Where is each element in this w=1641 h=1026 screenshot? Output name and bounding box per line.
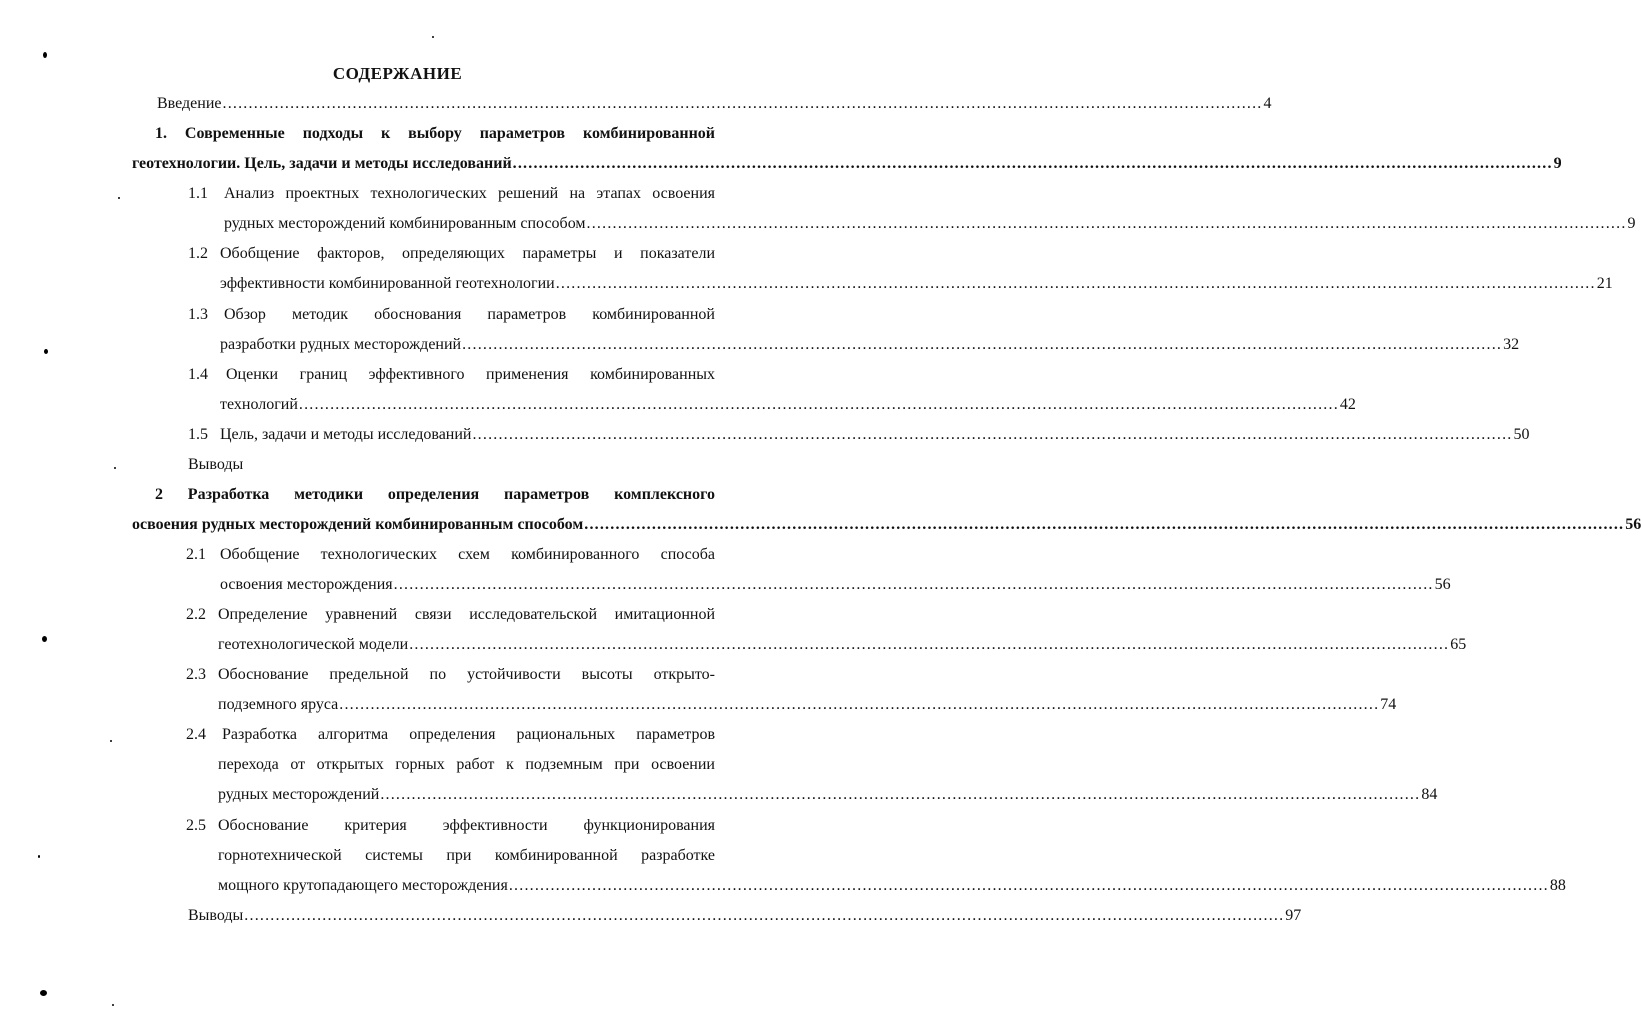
toc-section-1-4-line1: Оценки границ эффективного применения комбинированных [226,366,715,383]
toc-section-2-2-line2: геотехнологической модели ........................................................................................................................................................................................................ 65 [218,633,715,657]
scan-speck [42,636,47,642]
scan-speck [43,52,47,58]
toc-section-1-3-line1: Обзор методик обоснования параметров комбинированной [224,306,715,323]
toc-chapter-1-line2: геотехнологии. Цель, задачи и методы исследований ........................................................................................................................................................................................................ 9 [132,152,715,176]
scan-speck [112,1004,114,1006]
toc-section-2-5-line3: мощного крутопадающего месторождения ........................................................................................................................................................................................................ 88 [218,874,715,898]
toc-section-2-5-line1: Обоснование критерия эффективности функционирования [218,817,715,834]
toc-section-number: 1.2 [188,245,208,262]
leader-dots: ........................................................................................................................................................................................................ [222,95,1263,112]
toc-section-number: 1.3 [188,306,208,323]
scan-speck [38,855,40,858]
leader-dots: ........................................................................................................................................................................................................ [244,907,1285,924]
toc-section-number: 1.5 [188,426,208,443]
toc-page-number: 4 [1263,95,1272,112]
toc-section-2-4-line3: рудных месторождений ........................................................................................................................................................................................................ 84 [218,783,715,807]
toc-section-2-1-line2: освоения месторождения ........................................................................................................................................................................................................ 56 [220,573,715,597]
scan-speck [110,740,112,742]
toc-page-number: 97 [1285,907,1302,924]
toc-page-number: 50 [1513,426,1530,443]
toc-entry-text: Введение [157,95,222,112]
leader-dots: ........................................................................................................................................................................................................ [380,786,1421,803]
toc-section-2-4-line1: Разработка алгоритма определения рациональных параметров [222,726,715,743]
toc-chapter-2-conclusions: Выводы ........................................................................................................................................................................................................ 97 [188,904,715,928]
toc-page-number: 21 [1596,275,1613,292]
toc-section-number: 1.4 [188,366,208,383]
leader-dots: ........................................................................................................................................................................................................ [586,215,1627,232]
leader-dots: ........................................................................................................................................................................................................ [512,155,1553,172]
toc-section-number: 2.2 [186,606,206,623]
toc-section-2-2-line1: Определение уравнений связи исследовательской имитационной [218,606,715,623]
leader-dots: ........................................................................................................................................................................................................ [472,426,1513,443]
scan-speck [118,197,120,199]
toc-section-number: 1.1 [188,185,208,202]
toc-section-2-3-line2: подземного яруса ........................................................................................................................................................................................................ 74 [218,693,715,717]
toc-section-2-1-line1: Обобщение технологических схем комбинированного способа [220,546,715,563]
toc-page-number: 84 [1421,786,1438,803]
toc-page-number: 56 [1434,576,1451,593]
leader-dots: ........................................................................................................................................................................................................ [508,877,1549,894]
toc-section-2-3-line1: Обоснование предельной по устойчивости высоты открыто- [218,666,715,683]
toc-section-number: 2.4 [186,726,206,743]
toc-page-number: 9 [1553,155,1562,172]
scan-speck [432,36,434,38]
toc-page-number: 32 [1503,336,1520,353]
toc-section-1-1-line1: Анализ проектных технологических решений на этапах освоения [224,185,715,202]
toc-section-1-4-line2: технологий ........................................................................................................................................................................................................ 42 [220,393,715,417]
toc-section-number: 2.1 [186,546,206,563]
toc-section-number: 2.5 [186,817,206,834]
toc-section-1-2-line2: эффективности комбинированной геотехнологии ........................................................................................................................................................................................................ 21 [220,272,715,296]
toc-chapter-1-line1: 1. Современные подходы к выбору параметров комбинированной [155,125,715,142]
toc-page-number: 65 [1450,636,1467,653]
toc-page-number: 74 [1380,696,1397,713]
toc-section-2-4-line2: перехода от открытых горных работ к подземным при освоении [218,756,715,773]
toc-chapter-2-line1: 2 Разработка методики определения параметров комплексного [155,486,715,503]
toc-entry-intro [157,92,1272,116]
toc-page-number: 56 [1625,516,1641,533]
toc-section-1-3-line2: разработки рудных месторождений ........................................................................................................................................................................................................ 32 [220,333,715,357]
toc-section-1-1-line2: рудных месторождений комбинированным способом ........................................................................................................................................................................................................ 9 [224,212,715,236]
toc-section-1-5: Цель, задачи и методы исследований ........................................................................................................................................................................................................ 50 [220,423,715,447]
toc-page-number: 88 [1549,877,1566,894]
leader-dots: ........................................................................................................................................................................................................ [393,576,1434,593]
leader-dots: ........................................................................................................................................................................................................ [462,336,1503,353]
scan-speck [44,349,48,354]
leader-dots: ........................................................................................................................................................................................................ [555,275,1596,292]
leader-dots: ........................................................................................................................................................................................................ [584,516,1625,533]
toc-chapter-2-line2: освоения рудных месторождений комбинированным способом ........................................................................................................................................................................................................ 56 [132,513,715,537]
scan-speck [40,990,47,996]
leader-dots: ........................................................................................................................................................................................................ [298,396,1339,413]
scan-speck [114,467,116,469]
toc-section-number: 2.3 [186,666,206,683]
toc-section-2-5-line2: горнотехнической системы при комбинированной разработке [218,847,715,864]
leader-dots: ........................................................................................................................................................................................................ [409,636,1450,653]
leader-dots: ........................................................................................................................................................................................................ [339,696,1380,713]
toc-chapter-1-conclusions: Выводы [188,456,244,473]
toc-page-number: 42 [1339,396,1356,413]
page-title: СОДЕРЖАНИЕ [332,64,463,83]
toc-page-number: 9 [1627,215,1636,232]
toc-section-1-2-line1: Обобщение факторов, определяющих параметры и показатели [220,245,715,262]
